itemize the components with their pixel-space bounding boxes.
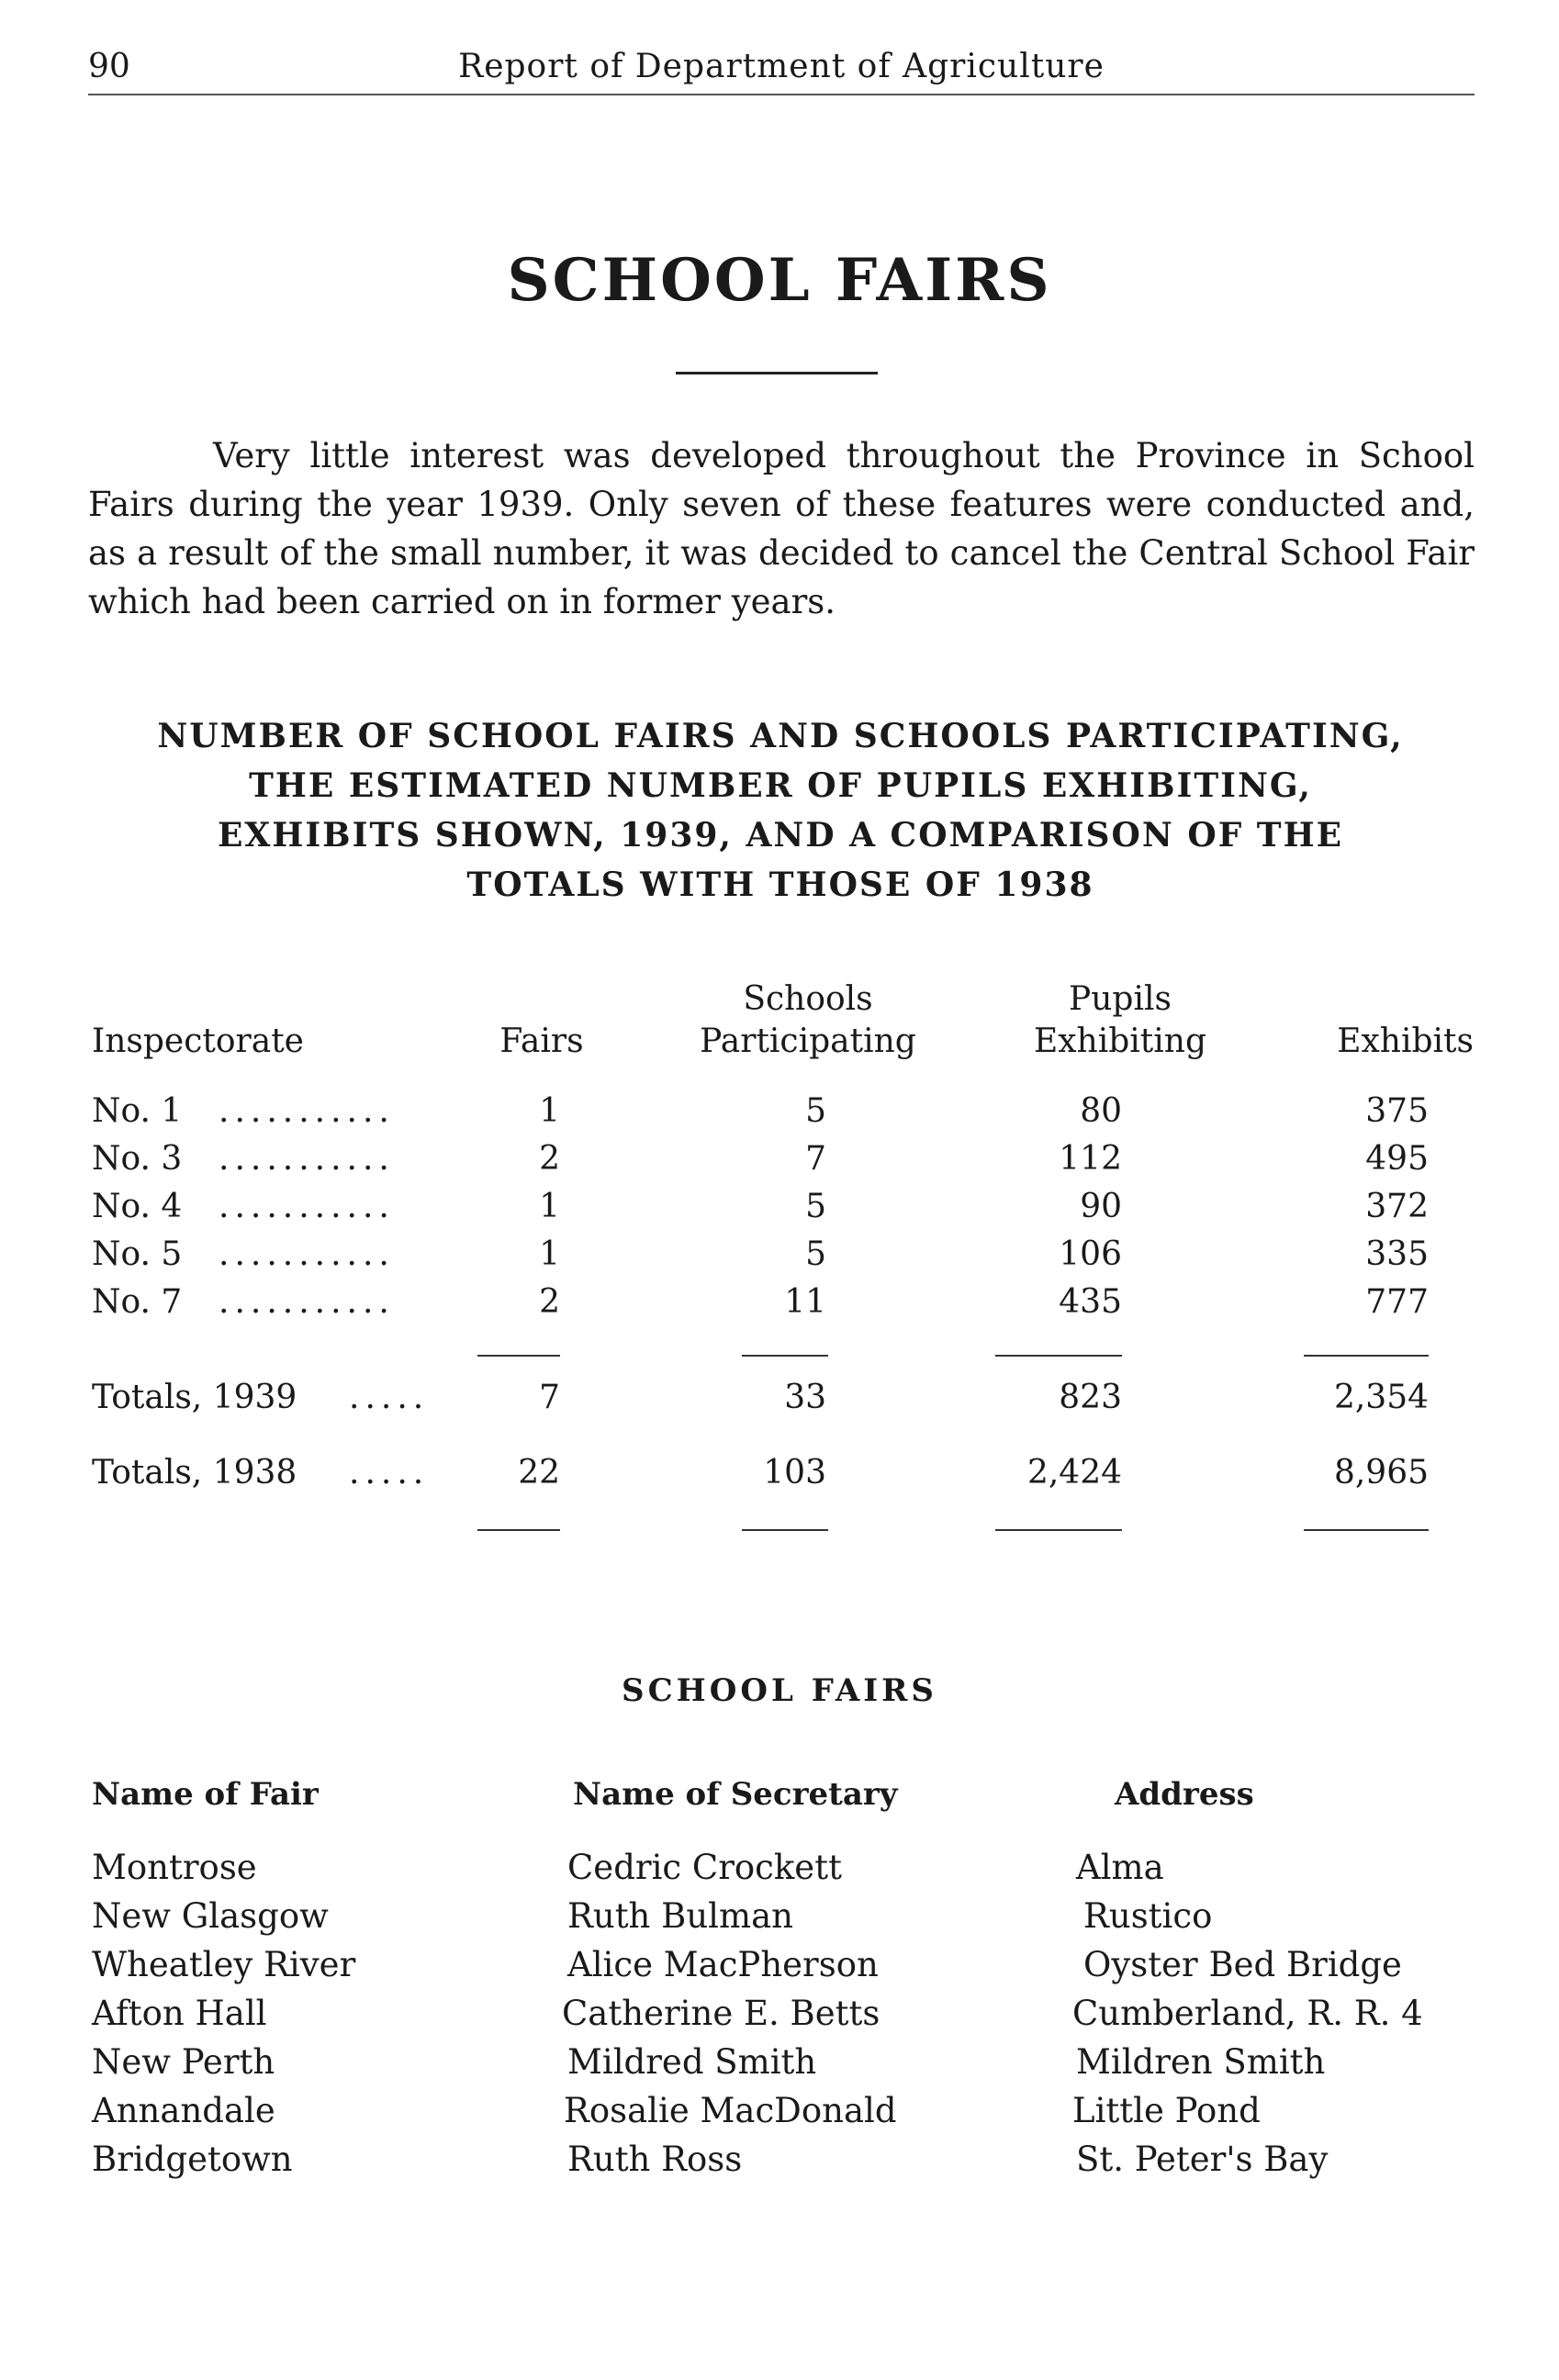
row-schools: 5 (805, 1235, 826, 1273)
row-pupils: 106 (1059, 1235, 1122, 1273)
row-pupils: 80 (1080, 1092, 1122, 1130)
col-header-inspectorate: Inspectorate (92, 1022, 304, 1060)
row-fairs: 2 (539, 1140, 560, 1178)
address: Cumberland, R. R. 4 (1072, 1994, 1423, 2033)
secretary-name: Ruth Bulman (567, 1896, 793, 1936)
dot-leader: ..... (349, 1454, 430, 1492)
row-inspectorate: No. 5 (92, 1235, 183, 1273)
page-number: 90 (88, 48, 130, 85)
address: Mildren Smith (1076, 2042, 1326, 2082)
col-header-fairs: Fairs (499, 1022, 584, 1060)
row-schools: 5 (805, 1092, 826, 1130)
closing-rule (742, 1529, 828, 1531)
address: Little Pond (1072, 2091, 1261, 2130)
totals-fairs: 7 (539, 1379, 560, 1416)
row-exhibits: 335 (1365, 1235, 1429, 1273)
closing-rule (1304, 1529, 1429, 1531)
col-header-secretary: Name of Secretary (573, 1776, 898, 1813)
dot-leader: ........... (219, 1283, 395, 1321)
dot-leader: ..... (349, 1379, 430, 1416)
row-inspectorate: No. 4 (92, 1188, 183, 1225)
secretary-name: Mildred Smith (567, 2042, 817, 2082)
row-schools: 5 (805, 1188, 826, 1225)
row-fairs: 1 (539, 1188, 560, 1225)
table-heading-line: EXHIBITS SHOWN, 1939, AND A COMPARISON OF THE (217, 816, 1344, 855)
fair-name: New Perth (92, 2042, 275, 2082)
row-schools: 7 (805, 1140, 826, 1178)
dot-leader: ........... (219, 1092, 395, 1130)
row-inspectorate: No. 3 (92, 1140, 183, 1178)
sum-rule (477, 1355, 560, 1357)
fair-name: Annandale (92, 2091, 275, 2130)
table-heading-line: THE ESTIMATED NUMBER OF PUPILS EXHIBITING, (249, 766, 1312, 805)
totals-schools: 103 (763, 1454, 826, 1492)
col-header-address: Address (1115, 1776, 1254, 1813)
sum-rule (995, 1355, 1122, 1357)
sum-rule (1304, 1355, 1429, 1357)
secretary-name: Alice MacPherson (567, 1945, 879, 1984)
col-header-pupils: Exhibiting (1033, 1022, 1207, 1060)
table-heading-line: TOTALS WITH THOSE OF 1938 (466, 866, 1094, 904)
secretary-name: Rosalie MacDonald (564, 2091, 897, 2130)
row-fairs: 1 (539, 1092, 560, 1130)
row-schools: 11 (784, 1283, 826, 1321)
totals-pupils: 823 (1059, 1379, 1122, 1416)
col-header-schools: Participating (700, 1022, 916, 1060)
fair-name: Montrose (92, 1848, 257, 1887)
row-fairs: 1 (539, 1235, 560, 1273)
closing-rule (995, 1529, 1122, 1531)
intro-paragraph: Very little interest was developed throughout the Province in School Fairs during the year 1939. Only seven of these features were conducted and, as a result of the small number, it was decided to cancel the Central School Fair which had been carried on in former years. (88, 436, 1475, 621)
running-title: Report of Department of Agriculture (458, 48, 1105, 85)
page-title: SCHOOL FAIRS (507, 246, 1052, 315)
totals-label: Totals, 1939 (92, 1379, 297, 1416)
row-exhibits: 777 (1365, 1283, 1429, 1321)
totals-exhibits: 8,965 (1333, 1454, 1429, 1492)
row-pupils: 435 (1059, 1283, 1122, 1321)
totals-schools: 33 (784, 1379, 826, 1416)
dot-leader: ........... (219, 1235, 395, 1273)
dot-leader: ........... (219, 1188, 395, 1225)
address: Rustico (1083, 1896, 1213, 1936)
row-inspectorate: No. 7 (92, 1283, 183, 1321)
closing-rule (477, 1529, 560, 1531)
table-heading-line: NUMBER OF SCHOOL FAIRS AND SCHOOLS PARTICIPATING, (157, 717, 1404, 755)
secretary-name: Cedric Crockett (567, 1848, 842, 1887)
secretary-name: Catherine E. Betts (562, 1994, 880, 2033)
row-inspectorate: No. 1 (92, 1092, 183, 1130)
col-header-exhibits: Exhibits (1337, 1022, 1474, 1060)
col-header-name: Name of Fair (92, 1776, 319, 1813)
totals-fairs: 22 (518, 1454, 560, 1492)
row-fairs: 2 (539, 1283, 560, 1321)
row-exhibits: 372 (1365, 1188, 1429, 1225)
fair-name: New Glasgow (92, 1896, 329, 1936)
address: Oyster Bed Bridge (1083, 1945, 1402, 1984)
address: Alma (1076, 1848, 1164, 1887)
dot-leader: ........... (219, 1140, 395, 1178)
row-pupils: 112 (1059, 1140, 1122, 1178)
col-header-pupils: Pupils (1069, 980, 1172, 1018)
row-pupils: 90 (1080, 1188, 1122, 1225)
row-exhibits: 495 (1365, 1140, 1429, 1178)
fair-name: Afton Hall (92, 1994, 267, 2033)
fair-name: Wheatley River (92, 1945, 356, 1984)
fairs-list-title: SCHOOL FAIRS (622, 1672, 937, 1709)
totals-pupils: 2,424 (1026, 1454, 1122, 1492)
sum-rule (742, 1355, 828, 1357)
totals-label: Totals, 1938 (92, 1454, 297, 1492)
row-exhibits: 375 (1365, 1092, 1429, 1130)
fair-name: Bridgetown (92, 2140, 293, 2179)
address: St. Peter's Bay (1076, 2140, 1329, 2179)
secretary-name: Ruth Ross (567, 2140, 743, 2179)
col-header-schools: Schools (743, 980, 873, 1018)
totals-exhibits: 2,354 (1333, 1379, 1429, 1416)
